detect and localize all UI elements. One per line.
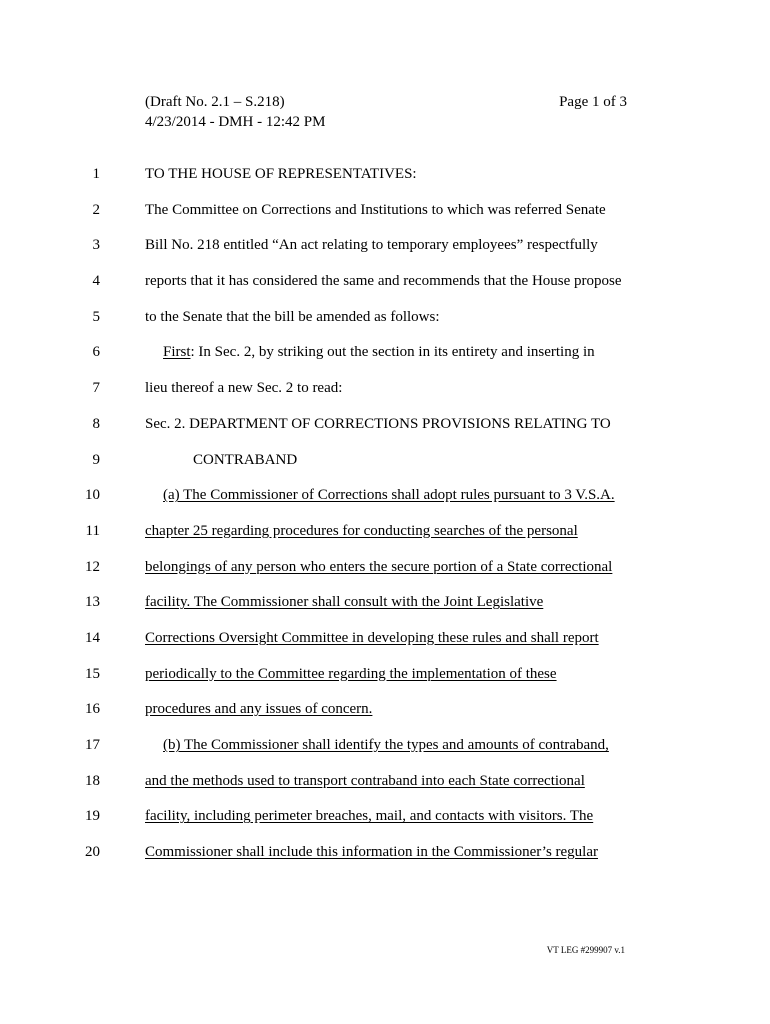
line-number: 19 — [85, 808, 100, 825]
page-number: Page 1 of 3 — [559, 94, 627, 110]
line-20 — [0, 842, 770, 878]
line-12 — [0, 557, 770, 593]
draft-number: (Draft No. 2.1 – S.218) — [145, 94, 285, 110]
line-number: 16 — [85, 701, 100, 718]
line-17 — [0, 735, 770, 771]
numbered-lines — [0, 164, 770, 878]
line-text: First: In Sec. 2, by striking out the section in its entirety and inserting in — [163, 344, 595, 361]
line-number: 2 — [92, 201, 100, 218]
line-number: 8 — [92, 415, 100, 432]
line-number: 15 — [85, 665, 100, 682]
line-number: 3 — [92, 237, 100, 254]
page-header — [145, 92, 627, 132]
line-number: 20 — [85, 844, 100, 861]
line-8 — [0, 414, 770, 450]
line-number: 18 — [85, 772, 100, 789]
section-heading-cont: CONTRABAND — [193, 451, 298, 468]
line-number: 17 — [85, 737, 100, 753]
line-number: 12 — [85, 558, 100, 575]
line-number: 7 — [92, 380, 100, 397]
line-text: to the Senate that the bill be amended as follows: — [145, 308, 440, 325]
line-text: procedures and any issues of concern. — [145, 701, 373, 718]
line-text: reports that it has considered the same and recommends that the House propose — [145, 273, 622, 290]
line-6 — [0, 342, 770, 378]
line-text: Corrections Oversight Committee in developing these rules and shall report — [145, 629, 599, 646]
line-7 — [0, 378, 770, 414]
line-text: chapter 25 regarding procedures for conducting searches of the personal — [145, 522, 578, 539]
draft-datetime: 4/23/2014 - DMH - 12:42 PM — [145, 114, 326, 130]
line-2 — [0, 200, 770, 236]
line-text: Commissioner shall include this information in the Commissioner’s regular — [145, 844, 599, 861]
line-text: periodically to the Committee regarding the implementation of these — [145, 665, 557, 682]
line-19 — [0, 806, 770, 842]
line-number: 1 — [92, 166, 100, 182]
line-18 — [0, 771, 770, 807]
line-text: facility. The Commissioner shall consult with the Joint Legislative — [145, 594, 544, 611]
line-text: lieu thereof a new Sec. 2 to read: — [145, 380, 343, 397]
line-number: 10 — [85, 487, 100, 504]
line-number: 4 — [92, 273, 100, 290]
line-1 — [0, 164, 770, 200]
line-text: TO THE HOUSE OF REPRESENTATIVES: — [145, 166, 417, 182]
line-3 — [0, 235, 770, 271]
line-text: (b) The Commissioner shall identify the types and amounts of contraband, — [163, 737, 609, 753]
document-id-footer: VT LEG #299907 v.1 — [546, 945, 625, 955]
section-heading: Sec. 2. DEPARTMENT OF CORRECTIONS PROVISIONS RELATING TO — [145, 415, 611, 432]
line-text: and the methods used to transport contraband into each State correctional — [145, 772, 585, 789]
line-text: belongings of any person who enters the secure portion of a State correctional — [145, 558, 613, 575]
line-number: 9 — [92, 451, 100, 468]
line-5 — [0, 307, 770, 343]
line-10 — [0, 485, 770, 521]
line-number: 13 — [85, 594, 100, 611]
line-15 — [0, 664, 770, 700]
line-number: 6 — [92, 344, 100, 361]
line-9 — [0, 450, 770, 486]
line-13 — [0, 592, 770, 628]
line-14 — [0, 628, 770, 664]
line-16 — [0, 699, 770, 735]
line-11 — [0, 521, 770, 557]
line-text: The Committee on Corrections and Institutions to which was referred Senate — [145, 201, 606, 218]
amendment-first-label: First — [163, 344, 191, 361]
line-number: 14 — [85, 629, 100, 646]
line-4 — [0, 271, 770, 307]
line-number: 5 — [92, 308, 100, 325]
line-text: (a) The Commissioner of Corrections shall adopt rules pursuant to 3 V.S.A. — [163, 487, 615, 504]
line-text: Bill No. 218 entitled “An act relating to temporary employees” respectfully — [145, 237, 598, 254]
line-number: 11 — [85, 522, 100, 539]
line-text: facility, including perimeter breaches, mail, and contacts with visitors. The — [145, 808, 594, 825]
